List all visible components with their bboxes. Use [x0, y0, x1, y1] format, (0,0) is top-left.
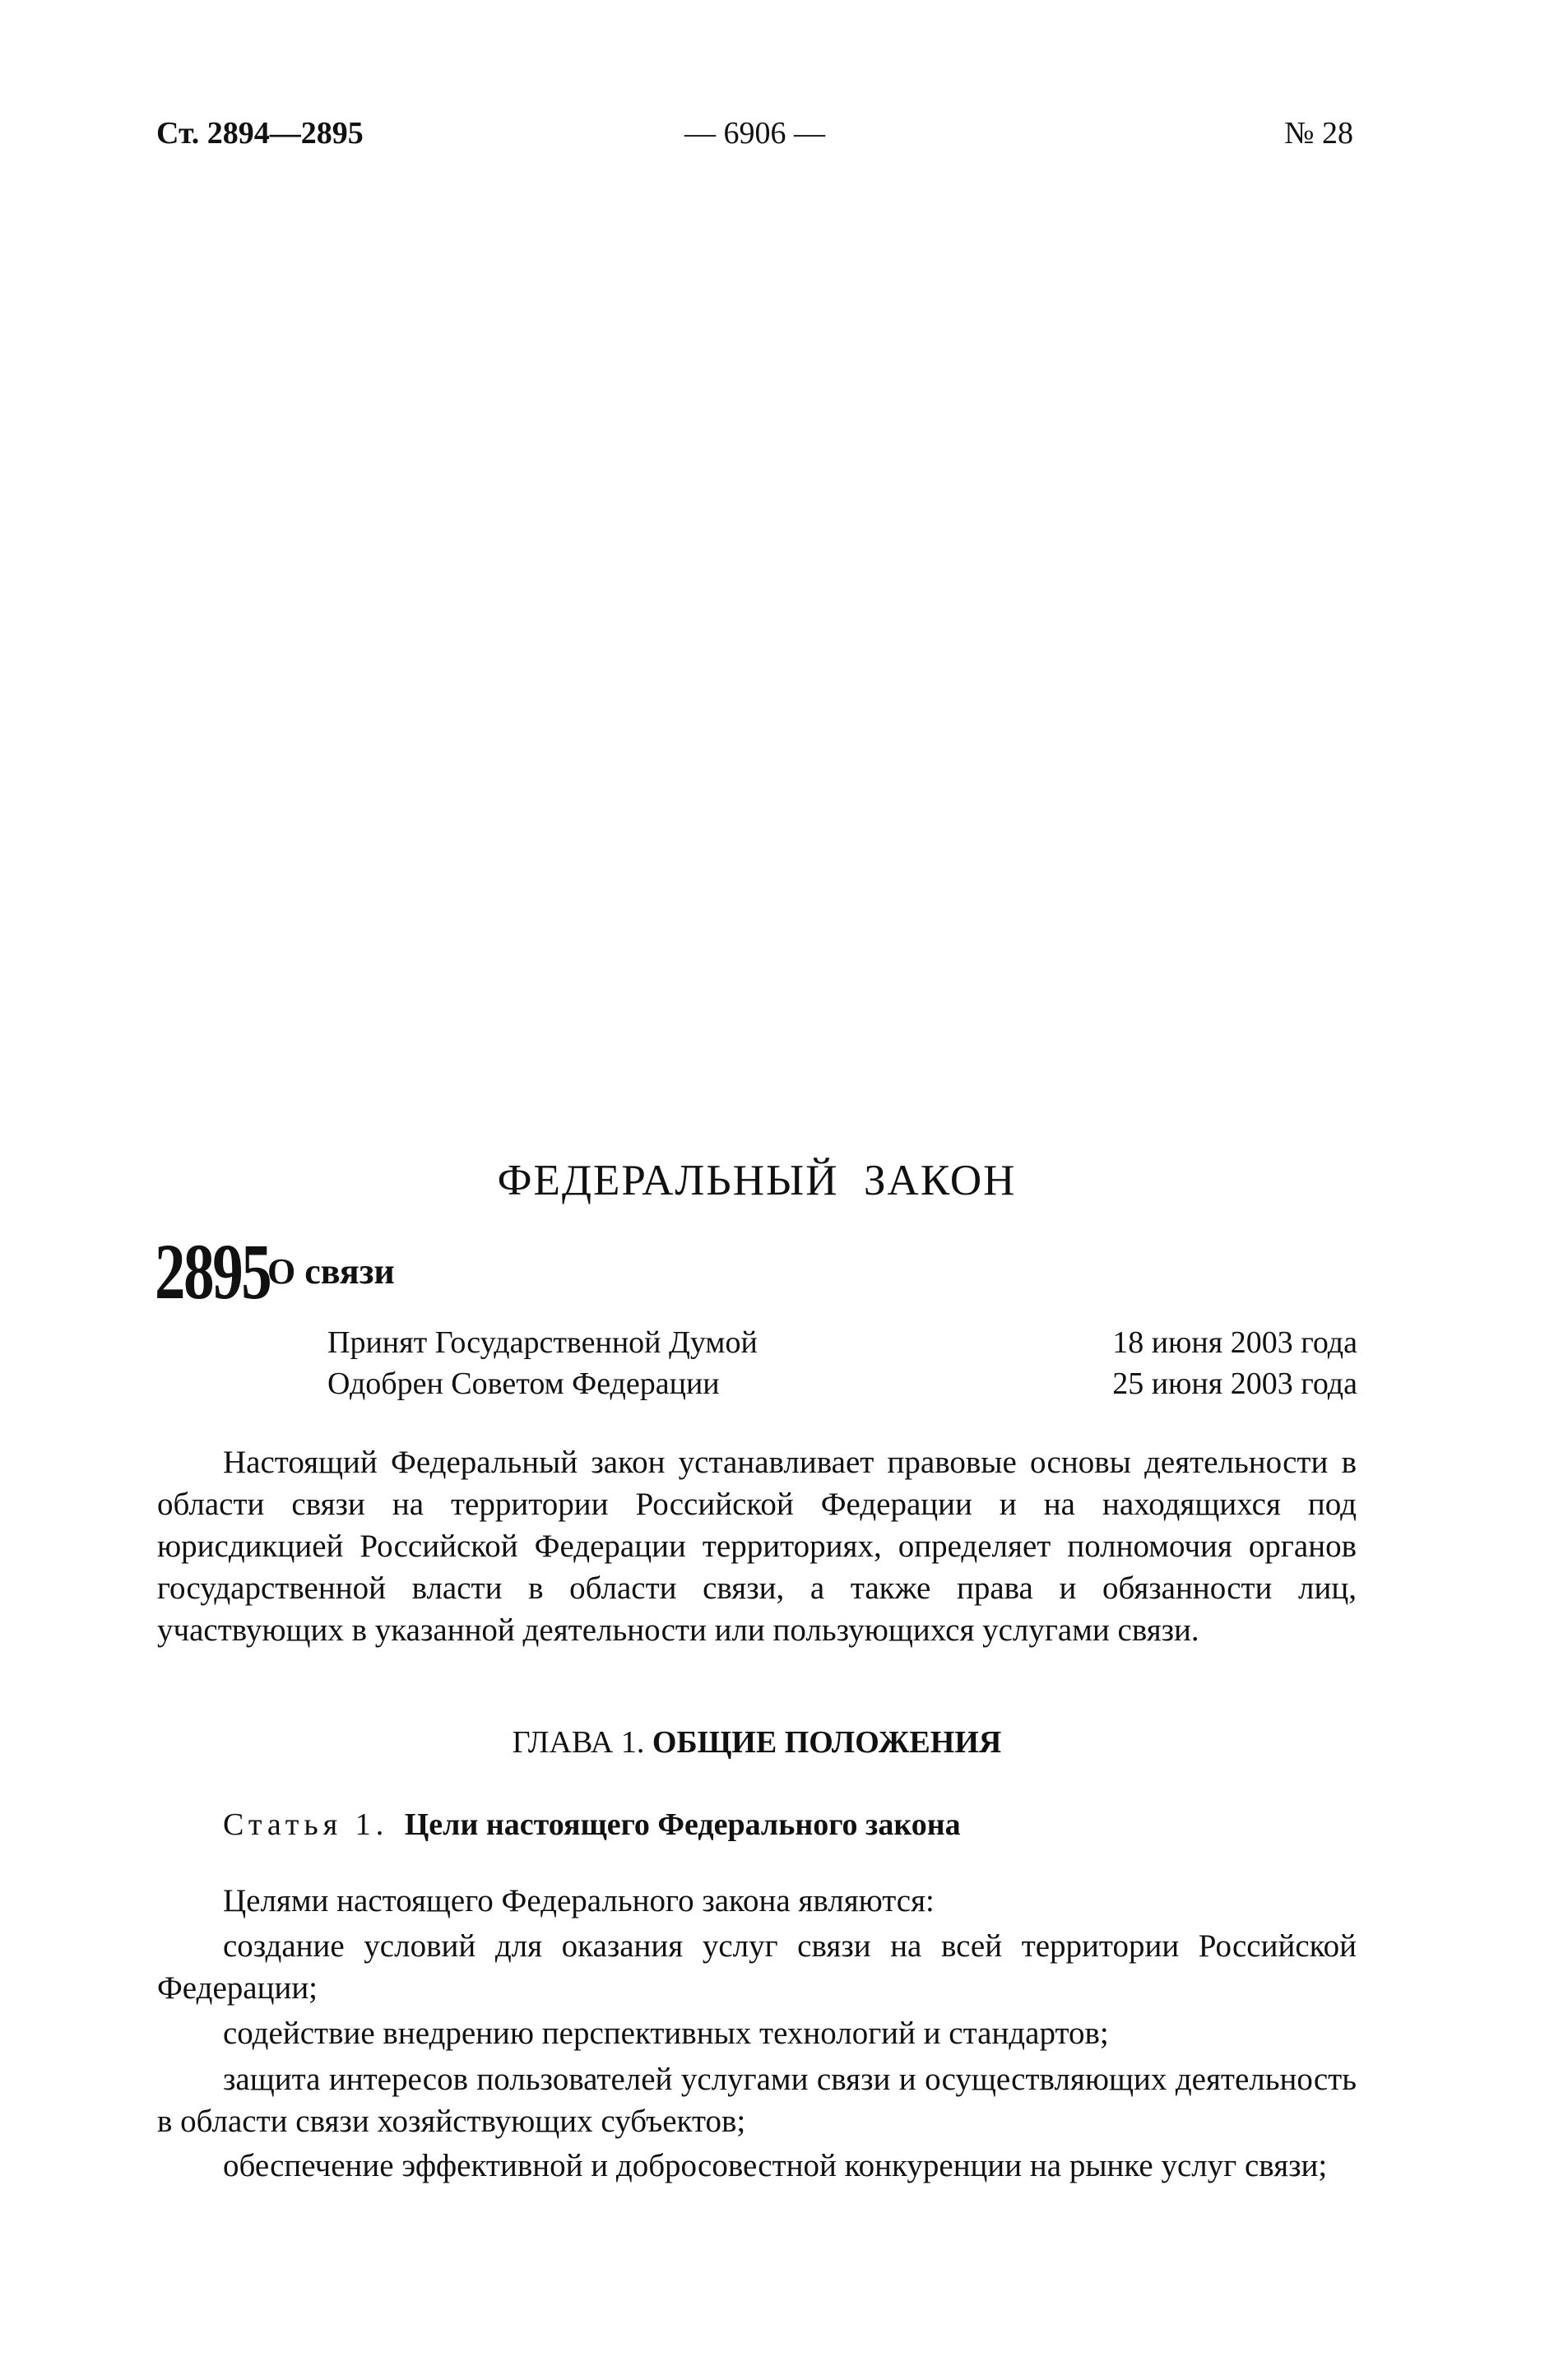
law-title: О связи — [267, 1251, 395, 1292]
adoption-date: 25 июня 2003 года — [1112, 1366, 1357, 1401]
header-page-number: — 6906 — — [684, 116, 825, 151]
goal-item: защита интересов пользователей услугами связи и осуществляющих деятельность в области связи хозяйствующих субъектов; — [157, 2062, 1357, 2139]
adoption-row-duma — [327, 1325, 1357, 1364]
goal-item: создание условий для оказания услуг связи на всей территории Российской Федерации; — [157, 1928, 1357, 2006]
adoption-label: Принят Государственной Думой — [327, 1325, 758, 1360]
adoption-label: Одобрен Советом Федерации — [327, 1366, 720, 1401]
header-article-range: Ст. 2894—2895 — [156, 116, 364, 151]
chapter-heading — [157, 1724, 1357, 1761]
goal-item: содействие внедрению перспективных технологий и стандартов; — [223, 2016, 1109, 2051]
article-label: Статья 1. — [223, 1807, 389, 1842]
article-heading — [223, 1807, 1358, 1843]
preamble-paragraph: Настоящий Федеральный закон устанавливает правовые основы деятельности в области связи на территории Российской Федерации и на находящихся под юрисдикцией Российской Федерации территориях, определяет полномочия органов государственной власти в области связи, а также права и обязанности лиц, участвующих в указанной деятельности или пользующихся услугами связи. — [157, 1445, 1357, 1648]
law-type-heading: ФЕДЕРАЛЬНЫЙ ЗАКОН — [497, 1157, 1017, 1204]
adoption-row-federation-council — [327, 1366, 1357, 1405]
law-entry-number: 2895 — [155, 1227, 271, 1315]
chapter-name: ОБЩИЕ ПОЛОЖЕНИЯ — [652, 1725, 1002, 1760]
goals-intro-paragraph: Целями настоящего Федерального закона являются: — [223, 1883, 935, 1918]
header-issue-number: № 28 — [1284, 116, 1353, 151]
goal-item: обеспечение эффективной и добросовестной конкуренции на рынке услуг связи; — [223, 2148, 1328, 2183]
article-title: Цели настоящего Федерального закона — [404, 1807, 961, 1842]
running-header — [156, 115, 1353, 165]
adoption-date: 18 июня 2003 года — [1112, 1325, 1357, 1360]
chapter-number: ГЛАВА 1. — [512, 1725, 645, 1760]
